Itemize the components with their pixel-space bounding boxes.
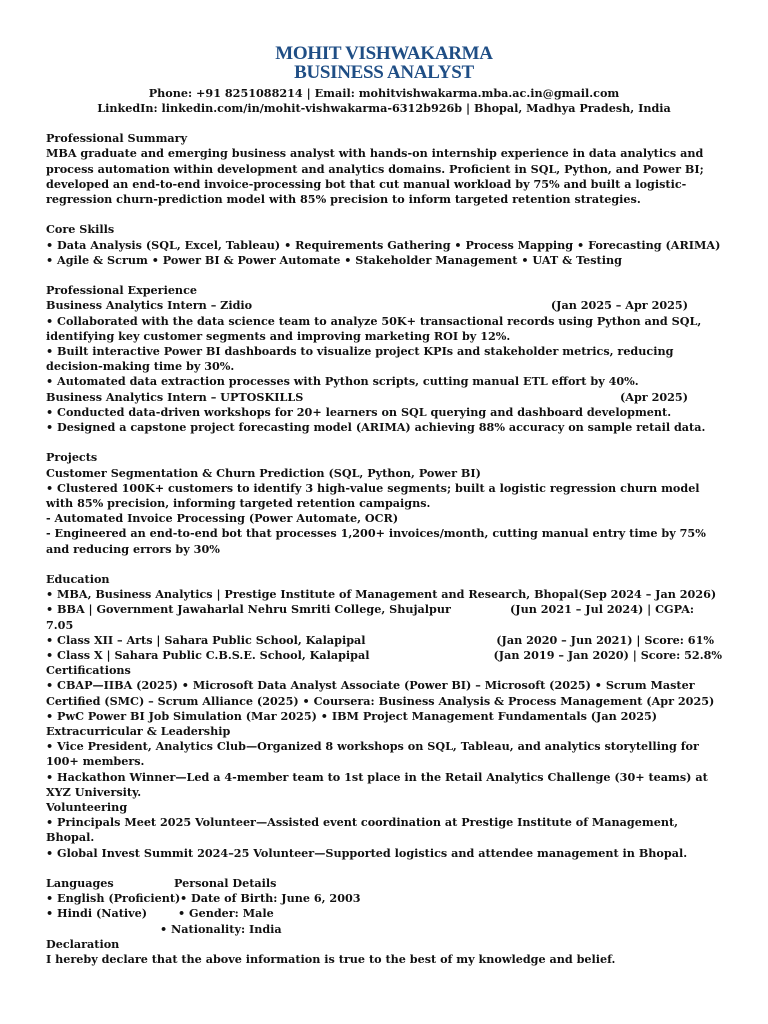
volunteering-item: • Principals Meet 2025 Volunteer—Assisted event coordination at Prestige Institute of Management, Bhopal. [46, 815, 679, 845]
languages-personal-row [46, 922, 722, 937]
personal-item: • Gender: Male [178, 906, 274, 921]
project-item: • Clustered 100K+ customers to identify 3 high-value segments; built a logistic regression churn model with 85% precision, informing targeted retention campaigns. [46, 480, 700, 511]
section-heading-projects: Projects [46, 450, 98, 465]
section-heading-personal: Personal Details [174, 876, 277, 891]
language-item: • English (Proficient) [46, 891, 181, 906]
declaration-text: I hereby declare that the above information is true to the best of my knowledge and belief. [46, 952, 616, 967]
candidate-role: BUSINESS ANALYST [294, 62, 474, 83]
section-heading-experience: Professional Experience [46, 283, 197, 298]
education-dates: (Jun 2021 – Jul 2024) | CGPA: [510, 602, 694, 617]
education-text: • Class X | Sahara Public C.B.S.E. School, Kalapipal [46, 648, 370, 663]
education-item [46, 648, 722, 663]
language-item: • Hindi (Native) [46, 906, 148, 921]
section-heading-volunteering: Volunteering [46, 800, 128, 815]
education-text: 7.05 [46, 617, 74, 632]
section-heading-extracurricular: Extracurricular & Leadership [46, 724, 231, 739]
personal-item: • Nationality: India [160, 921, 282, 936]
candidate-name: MOHIT VISHWAKARMA [275, 43, 493, 64]
job-bullet: • Collaborated with the data science team to analyze 50K+ transactional records using Python and SQL, identifying key customer segments and improving marketing ROI by 12%. [46, 313, 702, 343]
job-bullet: • Conducted data-driven workshops for 20+ learners on SQL querying and dashboard development. [46, 404, 672, 419]
education-item [46, 587, 722, 602]
summary-text: MBA graduate and emerging business analyst with hands-on internship experience in data analytics and process automation within development and analytics domains. Proficient in SQL, Python, and Power BI; developed an end-to-end invoice-processing bot that cut manual workload by 75% and built a logistic-regression churn-prediction model with 85% precision to inform targeted retention strategies. [46, 146, 704, 206]
section-heading-certifications: Certifications [46, 663, 131, 678]
job-title: Business Analytics Intern – UPTOSKILLS [46, 389, 304, 404]
project-item: - Automated Invoice Processing (Power Automate, OCR) [46, 511, 399, 526]
job-dates: (Apr 2025) [619, 389, 688, 404]
job-header [46, 298, 722, 313]
education-dates: (Sep 2024 – Jan 2026) [578, 587, 717, 602]
job-header [46, 390, 722, 405]
education-dates: (Jan 2019 – Jan 2020) | Score: 52.8% [493, 648, 722, 663]
education-text: • MBA, Business Analytics | Prestige Institute of Management and Research, Bhopal [46, 587, 579, 602]
education-text: • Class XII – Arts | Sahara Public School, Kalapipal [46, 632, 366, 647]
volunteering-item: • Global Invest Summit 2024–25 Volunteer—Supported logistics and attendee management in Bhopal. [46, 845, 688, 860]
extracurricular-item: • Hackathon Winner—Led a 4-member team to 1st place in the Retail Analytics Challenge (30+ teams) at XYZ University. [46, 769, 708, 799]
education-dates: (Jan 2020 – Jun 2021) | Score: 61% [496, 632, 714, 647]
contact-linkedin-location: LinkedIn: linkedin.com/in/mohit-vishwakarma-6312b926b | Bhopal, Madhya Pradesh, India [97, 101, 671, 115]
certifications-text: • CBAP—IIBA (2025) • Microsoft Data Analyst Associate (Power BI) – Microsoft (2025) • Scrum Master Certified (SMC) – Scrum Alliance (2025) • Coursera: Business Analysis & Process Management (Apr 2025) • PwC Power BI Job Simulation (Mar 2025) • IBM Project Management Fundamentals (Jan 2025) [46, 678, 715, 723]
languages-personal-row [46, 891, 722, 906]
section-heading-skills: Core Skills [46, 222, 115, 237]
job-bullet: • Automated data extraction processes with Python scripts, cutting manual ETL effort by 40%. [46, 374, 639, 389]
job-bullet: • Built interactive Power BI dashboards to visualize project KPIs and stakeholder metrics, reducing decision-making time by 30%. [46, 344, 674, 374]
section-heading-languages: Languages [46, 876, 114, 891]
languages-personal-header [46, 876, 722, 891]
education-item [46, 633, 722, 648]
project-item: - Engineered an end-to-end bot that processes 1,200+ invoices/month, cutting manual entry time by 75% and reducing errors by 30% [46, 526, 706, 556]
resume-page [46, 44, 722, 967]
languages-personal-row [46, 906, 722, 921]
section-heading-education: Education [46, 572, 110, 587]
project-item: Customer Segmentation & Churn Prediction (SQL, Python, Power BI) [46, 465, 481, 480]
personal-item: • Date of Birth: June 6, 2003 [180, 891, 361, 906]
education-text: • BBA | Government Jawaharlal Nehru Smriti College, Shujalpur [46, 602, 451, 617]
job-bullet: • Designed a capstone project forecasting model (ARIMA) achieving 88% accuracy on sample retail data. [46, 420, 706, 435]
section-heading-declaration: Declaration [46, 936, 120, 951]
contact-phone-email: Phone: +91 8251088214 | Email: mohitvishwakarma.mba.ac.in@gmail.com [148, 86, 620, 100]
job-title: Business Analytics Intern – Zidio [46, 298, 253, 313]
job-dates: (Jan 2025 – Apr 2025) [550, 298, 688, 313]
skills-text: • Data Analysis (SQL, Excel, Tableau) • Requirements Gathering • Process Mapping • Forecasting (ARIMA) • Agile & Scrum • Power BI & Power Automate • Stakeholder Management • UAT & Testing [46, 237, 721, 267]
section-heading-summary: Professional Summary [46, 131, 188, 146]
extracurricular-item: • Vice President, Analytics Club—Organized 8 workshops on SQL, Tableau, and analytics storytelling for 100+ members. [46, 739, 699, 769]
education-item [46, 602, 722, 617]
